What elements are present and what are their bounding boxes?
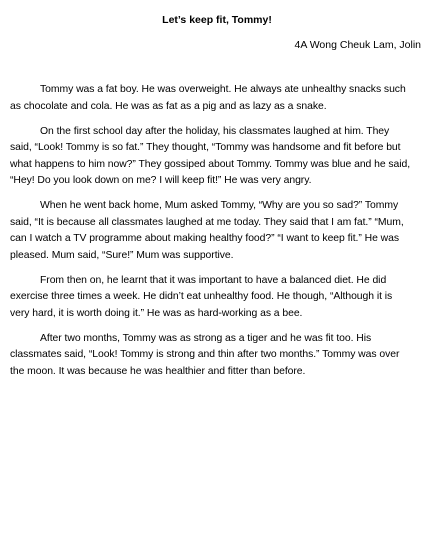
story-body (10, 82, 413, 389)
document-title: Let’s keep fit, Tommy! (162, 14, 272, 26)
paragraph-5: After two months, Tommy was as strong as a tiger and he was fit too. His classmates said, “Look! Tommy is strong and thin after two months.” Tommy was over the moon. It was because he was healthier and fitter than before. (10, 332, 400, 377)
paragraph-1: Tommy was a fat boy. He was overweight. He always ate unhealthy snacks such as chocolate and cola. He was as fat as a pig and as lazy as a snake. (10, 84, 406, 112)
paragraph-4: From then on, he learnt that it was important to have a balanced diet. He did exercise three times a week. He didn’t eat unhealthy food. He though, “Although it is very hard, it is worth doing it.” He was as hard-working as a bee. (10, 274, 393, 319)
author-line: 4A Wong Cheuk Lam, Jolin (294, 39, 421, 51)
paragraph-2: On the first school day after the holiday, his classmates laughed at him. They said, “Look! Tommy is so fat.” They thought, “Tommy was handsome and fit before but what happens to him now?” They gossiped about Tommy. Tommy was blue and he said, “Hey! Do you look down on me? I will keep fit!” He was very angry. (10, 125, 411, 186)
paragraph-3: When he went back home, Mum asked Tommy, “Why are you so sad?” Tommy said, “It is because all classmates laughed at me today. They said that I am fat.” “Mum, can I watch a TV programme about making healthy food?” “I want to keep fit.” He was pleased. Mum said, “Sure!” Mum was supportive. (10, 200, 404, 261)
